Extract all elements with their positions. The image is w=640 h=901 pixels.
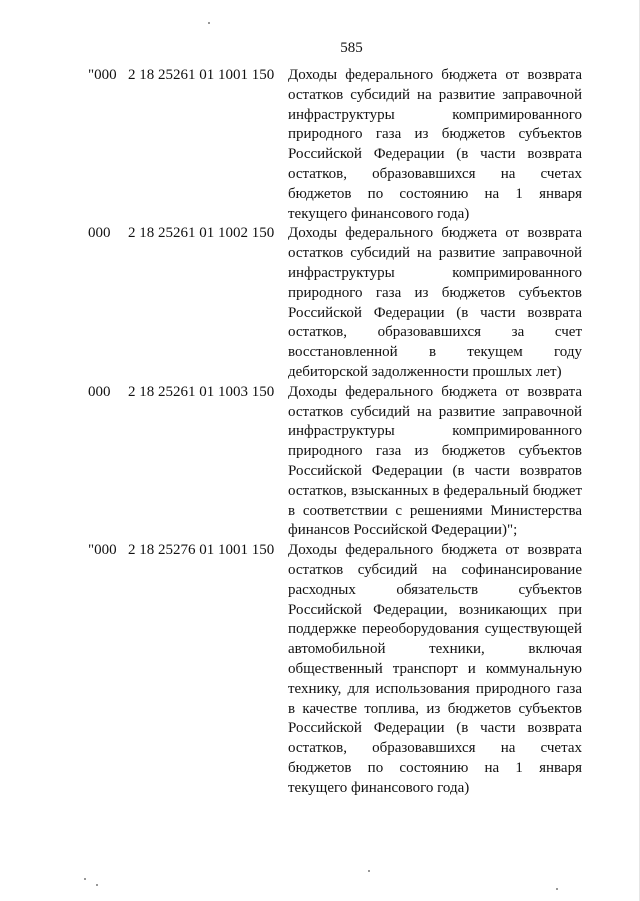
entry-description: Доходы федерального бюджета от возврата остатков субсидий на софинансирование расходных обязательств субъектов Российской Федерации, возникающих при поддержке переоборудования существующей автомобильной техники, включая общественный транспорт и коммунальную технику, для использования природного газа в качестве топлива, из бюджетов субъектов Российской Федерации (в части возврата остатков, образовавшихся на счетах бюджетов по состоянию на 1 января текущего финансового года): [288, 542, 582, 796]
budget-classification-code: 2 18 25261 01 1003 150: [128, 383, 275, 400]
budget-code-entry: [88, 224, 588, 382]
entry-codes: [88, 541, 288, 561]
budget-classification-code: 2 18 25276 01 1001 150: [128, 542, 275, 559]
entry-codes: [88, 66, 288, 86]
scan-speck: [368, 870, 370, 872]
scan-speck: [556, 888, 558, 890]
entry-codes: [88, 383, 288, 403]
admin-code: 000: [88, 225, 111, 242]
entry-description: Доходы федерального бюджета от возврата остатков субсидий на развитие заправочной инфраструктуры компримированного природного газа из бюджетов субъектов Российской Федерации (в части возвратов остатков, взысканных в федеральный бюджет в соответствии с решениями Министерства финансов Российской Федерации)";: [288, 383, 582, 539]
admin-code: 000: [88, 383, 111, 400]
scan-speck: [208, 22, 210, 24]
budget-code-list: [88, 66, 588, 798]
budget-code-entry: [88, 66, 588, 224]
scan-speck: [96, 884, 98, 886]
entry-description: Доходы федерального бюджета от возврата остатков субсидий на развитие заправочной инфраструктуры компримированного природного газа из бюджетов субъектов Российской Федерации (в части возврата остатков, образовавшихся за счет восстановленной в текущем году дебиторской задолженности прошлых лет): [288, 225, 582, 380]
admin-code: "000: [88, 67, 117, 83]
budget-code-entry: [88, 541, 588, 798]
page-number: 585: [340, 40, 363, 56]
entry-description: Доходы федерального бюджета от возврата остатков субсидий на развитие заправочной инфраструктуры компримированного природного газа из бюджетов субъектов Российской Федерации (в части возврата остатков, образовавшихся на счетах бюджетов по состоянию на 1 января текущего финансового года): [288, 67, 582, 222]
scan-speck: [84, 878, 86, 880]
budget-classification-code: 2 18 25261 01 1002 150: [128, 225, 275, 242]
admin-code: "000: [88, 542, 117, 559]
budget-code-entry: [88, 383, 588, 541]
entry-codes: [88, 224, 288, 244]
budget-classification-code: 2 18 25261 01 1001 150: [128, 67, 275, 83]
